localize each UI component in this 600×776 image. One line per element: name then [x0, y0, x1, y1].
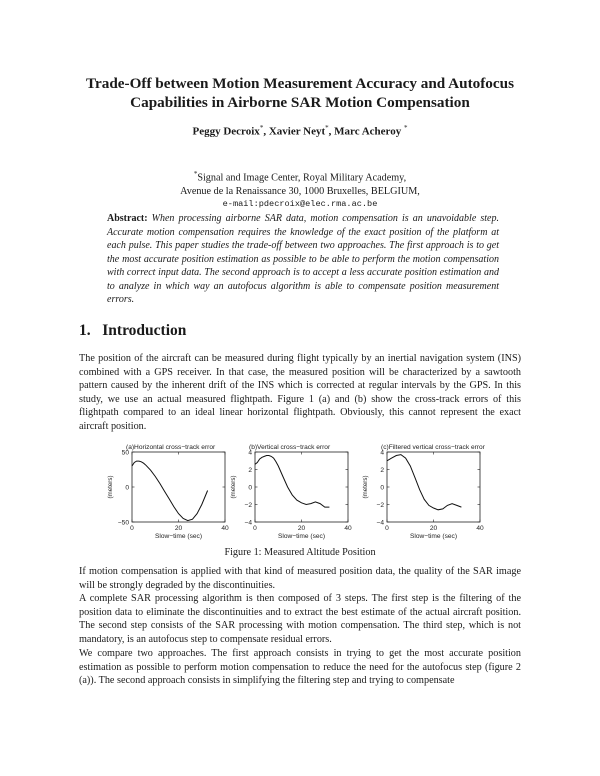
x-tick-label: 40 [221, 525, 229, 532]
y-axis-label: (meters) [230, 475, 237, 499]
series-line [132, 461, 208, 520]
paragraph-approaches: We compare two approaches. The first approach consists in trying to get the most accurate position estimation as possible to perform motion compensation to reduce the need for the autofocus step (figure 2 (a)). The second approach consists in simplifying the filtering step and trying to compensate [79, 648, 521, 687]
series-line [387, 455, 461, 510]
paragraph-processing-steps: A complete SAR processing algorithm is then composed of 3 steps. The first step is the filtering of the position data to eliminate the discontinuities and to extract the best estimate of the actual aircraft position. The second step consists of the SAR processing with motion compensation. The third step, which is not mandatory, is an autofocus step to compensate residual errors. [79, 593, 521, 645]
figure-1 [100, 438, 495, 558]
paper-title [0, 74, 600, 112]
x-axis-label: Slow−time (sec) [277, 533, 326, 540]
y-tick-label: 2 [380, 466, 384, 474]
x-tick-label: 40 [344, 525, 352, 532]
x-tick-label: 0 [385, 525, 389, 532]
section-title: Introduction [102, 322, 187, 339]
abstract-label: Abstract: [107, 213, 148, 224]
author-mark: * [325, 124, 329, 132]
author-mark: * [403, 124, 408, 132]
y-tick-label: −2 [244, 501, 252, 509]
author-list [0, 124, 600, 138]
y-tick-label: −2 [376, 501, 384, 509]
author-separator: , [328, 125, 335, 138]
paragraph-motion-compensation: If motion compensation is applied with that kind of measured position data, the quality of the SAR image will be strongly degraded by the discontinuities. [79, 566, 521, 591]
abstract [107, 212, 499, 307]
figure-plots [100, 438, 495, 550]
plot-title: (c)Filtered vertical cross−track error [381, 444, 485, 451]
plot-frame [387, 452, 480, 522]
y-tick-label: −4 [376, 519, 384, 527]
title-line-2: Capabilities in Airborne SAR Motion Compensation [130, 94, 470, 111]
plot-frame [132, 452, 225, 522]
y-axis-label: (meters) [362, 475, 369, 499]
y-tick-label: 0 [380, 484, 384, 492]
x-axis-label: Slow−time (sec) [409, 533, 458, 540]
plot-title: (b)Vertical cross−track error [249, 444, 331, 451]
section-number: 1. [79, 322, 91, 339]
x-tick-label: 20 [429, 525, 438, 532]
affiliation-line-1: Signal and Image Center, Royal Military Academy, [197, 172, 407, 184]
author-name: Xavier Neyt [268, 125, 326, 138]
x-tick-label: 0 [130, 525, 134, 532]
x-axis-label: Slow−time (sec) [154, 533, 203, 540]
y-axis-label: (meters) [107, 475, 114, 499]
y-tick-label: 50 [121, 449, 129, 457]
y-tick-label: −4 [244, 519, 252, 527]
affiliation-mark: * [193, 170, 198, 178]
y-tick-label: 4 [248, 449, 252, 457]
x-tick-label: 20 [297, 525, 306, 532]
plot-frame [255, 452, 348, 522]
section-heading [79, 322, 186, 340]
title-line-1: Trade-Off between Motion Measurement Accuracy and Autofocus [86, 75, 514, 92]
y-tick-label: 2 [248, 466, 252, 474]
author-mark: * [259, 124, 264, 132]
x-tick-label: 0 [253, 525, 257, 532]
author-name: Peggy Decroix [192, 125, 260, 138]
author-name: Marc Acheroy [334, 125, 402, 138]
y-tick-label: 0 [125, 484, 129, 492]
series-line [255, 456, 329, 508]
x-tick-label: 20 [174, 525, 183, 532]
author-separator: , [263, 125, 269, 138]
y-tick-label: 0 [248, 484, 252, 492]
affiliation-line-2: Avenue de la Renaissance 30, 1000 Bruxelles, BELGIUM, [180, 185, 420, 197]
abstract-text: When processing airborne SAR data, motion compensation is an unavoidable step. Accurate motion compensation requires the knowledge of the exact position of the platform at each pulse. This paper studies the trade-off between two approaches. The first approach is to get the most accurate position estimation as possible to be able to perform the motion compensation with correct input data. The second approach is to accept a less accurate position estimation and to analyze in which way an autofocus algorithm is able to compensate position measurement errors. [107, 213, 499, 305]
affiliation [0, 168, 600, 212]
figure-caption: Figure 1: Measured Altitude Position [224, 547, 376, 558]
y-tick-label: −50 [117, 519, 129, 527]
paragraph-intro: The position of the aircraft can be measured during flight typically by an inertial navigation system (INS) combined with a GPS receiver. In that case, the measured position will be characterized by a sawtooth pattern caused by the inherent drift of the INS which is corrected at regular intervals by the GPS. In this study, we use an actual measured flightpath. Figure 1 (a) and (b) show the cross-track errors of this flightpath compared to an ideal linear horizontal flightpath. Obviously, this cannot represent the exact aircraft position. [79, 353, 521, 432]
x-tick-label: 40 [476, 525, 484, 532]
plot-title: (a)Horizontal cross−track error [126, 444, 216, 451]
email-address: e-mail:pdecroix@elec.rma.ac.be [222, 199, 378, 210]
y-tick-label: 4 [380, 449, 384, 457]
